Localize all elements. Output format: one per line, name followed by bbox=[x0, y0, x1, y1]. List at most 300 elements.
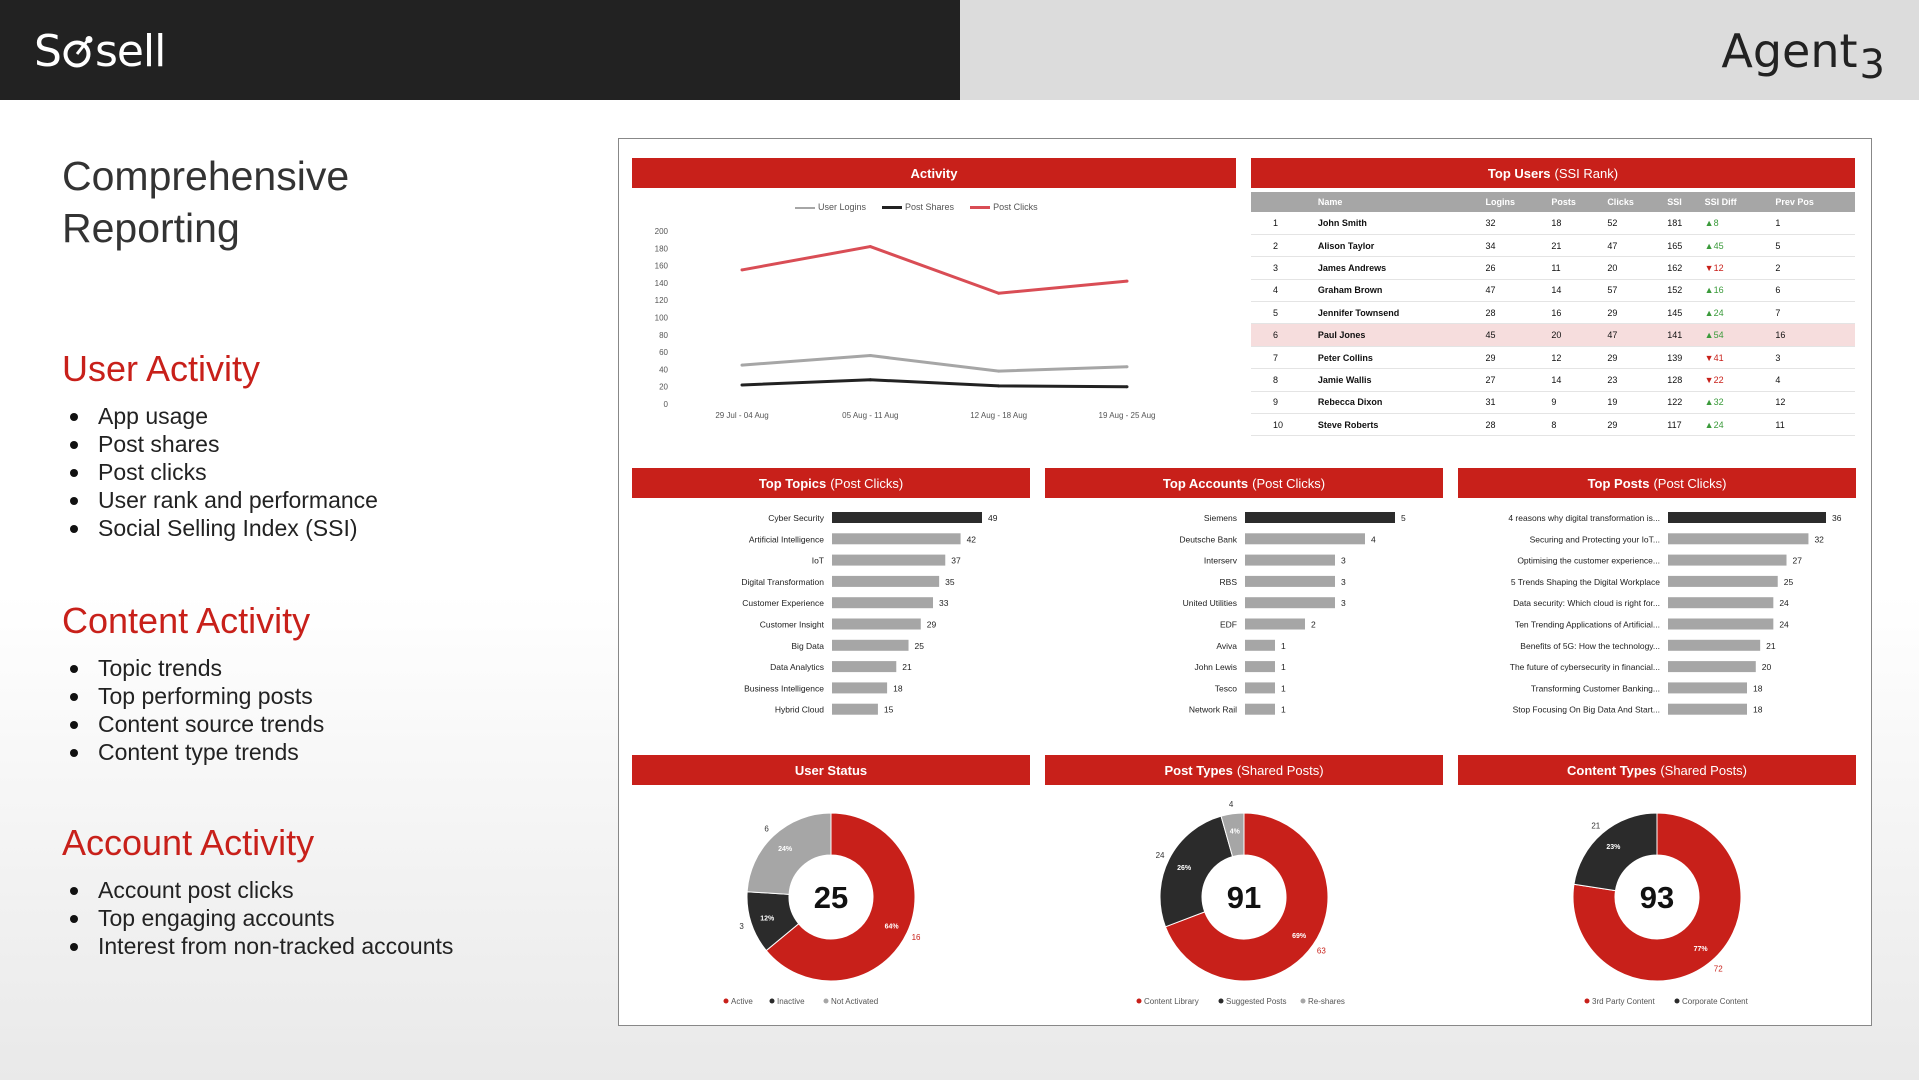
slice-percent-label: 24% bbox=[778, 846, 793, 854]
table-cell: 47 bbox=[1603, 324, 1663, 346]
bar bbox=[1668, 704, 1747, 715]
bar-label: Digital Transformation bbox=[741, 576, 824, 587]
donut-center-label: 91 bbox=[1226, 880, 1262, 915]
top-users-header bbox=[1251, 158, 1855, 188]
legend-marker bbox=[1219, 999, 1224, 1004]
page-title: Comprehensive Reporting bbox=[62, 153, 350, 251]
table-cell: 57 bbox=[1603, 279, 1663, 301]
bullet-list bbox=[62, 654, 324, 766]
table-cell: 162 bbox=[1663, 257, 1700, 279]
section-content-activity bbox=[62, 600, 324, 766]
table-cell: 27 bbox=[1482, 369, 1548, 391]
bar-value-label: 15 bbox=[883, 704, 894, 715]
section-heading: User Activity bbox=[62, 348, 261, 389]
bar-label: Cyber Security bbox=[768, 513, 824, 523]
table-cell: 117 bbox=[1663, 414, 1700, 436]
table-cell: 21 bbox=[1547, 234, 1603, 256]
table-cell: 152 bbox=[1663, 279, 1700, 301]
header-light-bar bbox=[960, 0, 1919, 100]
table-cell: 16 bbox=[1547, 302, 1603, 324]
table-cell: 3 bbox=[1251, 257, 1314, 279]
list-item: Post shares bbox=[62, 430, 378, 458]
y-tick-label: 0 bbox=[663, 400, 668, 409]
slice-value-label: 21 bbox=[1591, 821, 1601, 831]
table-cell: 145 bbox=[1663, 302, 1700, 324]
table-cell: 5 bbox=[1251, 302, 1314, 324]
table-cell: 139 bbox=[1663, 346, 1700, 368]
y-tick-label: 180 bbox=[654, 244, 668, 254]
panel-title: Top Posts bbox=[1587, 475, 1650, 491]
slice-percent-label: 12% bbox=[760, 915, 775, 923]
table-cell: 23 bbox=[1603, 369, 1663, 391]
bar-value-label: 1 bbox=[1281, 640, 1286, 651]
bar-label: Customer Insight bbox=[759, 619, 824, 630]
table-cell: Jennifer Townsend bbox=[1314, 302, 1482, 324]
bar-label: Siemens bbox=[1203, 513, 1237, 523]
legend-label: User Logins bbox=[818, 202, 867, 212]
legend-marker bbox=[1675, 999, 1680, 1004]
bar-label: Stop Focusing On Big Data And Start... bbox=[1512, 704, 1660, 715]
bar bbox=[832, 512, 982, 523]
bar bbox=[1245, 640, 1275, 651]
list-item: User rank and performance bbox=[62, 486, 378, 514]
table-cell: Paul Jones bbox=[1314, 324, 1482, 346]
bar bbox=[1245, 619, 1305, 630]
legend-label: Corporate Content bbox=[1682, 997, 1748, 1006]
table-cell: 1 bbox=[1251, 212, 1314, 234]
column-header: Posts bbox=[1547, 192, 1603, 212]
activity-legend bbox=[795, 202, 1038, 212]
bar bbox=[1668, 597, 1773, 608]
table-cell: 18 bbox=[1547, 212, 1603, 234]
panel-subtitle: (Shared Posts) bbox=[1660, 762, 1748, 778]
table-cell: 26 bbox=[1482, 257, 1548, 279]
table-row bbox=[1251, 346, 1855, 368]
bar-value-label: 24 bbox=[1779, 598, 1789, 609]
list-item: Top performing posts bbox=[62, 682, 324, 710]
panel-title: Post Types bbox=[1164, 762, 1233, 778]
list-item: Top engaging accounts bbox=[62, 904, 453, 932]
table-cell: 19 bbox=[1603, 391, 1663, 413]
column-header bbox=[1251, 192, 1314, 212]
top-topics-header bbox=[632, 468, 1030, 498]
table-cell: 20 bbox=[1547, 324, 1603, 346]
column-header: Logins bbox=[1482, 192, 1548, 212]
activity-line-chart bbox=[632, 219, 1236, 429]
bar bbox=[832, 597, 933, 608]
table-cell: ▲54 bbox=[1701, 324, 1772, 346]
bar bbox=[832, 619, 921, 630]
table-cell: 11 bbox=[1547, 257, 1603, 279]
panel-title: Content Types bbox=[1566, 762, 1657, 778]
bar-label: IoT bbox=[811, 555, 824, 566]
y-tick-label: 120 bbox=[654, 296, 668, 306]
y-tick-label: 40 bbox=[659, 365, 668, 375]
legend-label: Post Clicks bbox=[993, 202, 1038, 212]
table-cell: ▼41 bbox=[1701, 346, 1772, 368]
bar bbox=[1668, 512, 1826, 523]
bar-value-label: 25 bbox=[914, 640, 924, 651]
panel-subtitle: (Post Clicks) bbox=[1252, 475, 1326, 491]
bar bbox=[1668, 533, 1808, 544]
x-tick-label: 05 Aug - 11 Aug bbox=[842, 411, 899, 420]
bar bbox=[832, 555, 945, 566]
y-tick-label: 60 bbox=[659, 348, 668, 358]
legend-marker bbox=[1137, 999, 1142, 1004]
bullet-list bbox=[62, 402, 378, 542]
slice-value-label: 3 bbox=[739, 922, 744, 932]
table-cell: 8 bbox=[1547, 414, 1603, 436]
table-cell: 6 bbox=[1771, 279, 1855, 301]
bar-label: Optimising the customer experience... bbox=[1517, 555, 1660, 566]
bar-label: Securing and Protecting your IoT... bbox=[1529, 534, 1660, 545]
table-cell: ▼22 bbox=[1701, 369, 1772, 391]
table-cell: 52 bbox=[1603, 212, 1663, 234]
bar bbox=[832, 576, 939, 587]
table-cell: Rebecca Dixon bbox=[1314, 391, 1482, 413]
column-header: Clicks bbox=[1603, 192, 1663, 212]
list-item: Social Selling Index (SSI) bbox=[62, 514, 378, 542]
bar-value-label: 3 bbox=[1341, 555, 1346, 566]
data-point bbox=[1126, 385, 1129, 388]
sosell-o-icon bbox=[62, 35, 94, 69]
list-item: App usage bbox=[62, 402, 378, 430]
y-tick-label: 200 bbox=[654, 227, 668, 236]
table-cell: 7 bbox=[1251, 346, 1314, 368]
table-header-row bbox=[1251, 192, 1855, 212]
bar-value-label: 32 bbox=[1814, 534, 1824, 545]
table-row bbox=[1251, 279, 1855, 301]
bar-value-label: 1 bbox=[1281, 683, 1286, 694]
table-cell: ▼12 bbox=[1701, 257, 1772, 279]
bar-value-label: 2 bbox=[1311, 619, 1316, 630]
bar bbox=[1668, 682, 1747, 693]
legend-label: Re-shares bbox=[1308, 997, 1345, 1006]
bar-label: Ten Trending Applications of Artificial... bbox=[1514, 619, 1660, 630]
data-point bbox=[869, 245, 872, 248]
panel-subtitle: (Shared Posts) bbox=[1236, 762, 1324, 778]
logo-agent-suffix: 3 bbox=[1859, 42, 1885, 88]
bar-label: Interserv bbox=[1203, 555, 1237, 566]
table-cell: 31 bbox=[1482, 391, 1548, 413]
slice-value-label: 24 bbox=[1155, 850, 1165, 860]
y-tick-label: 140 bbox=[654, 278, 668, 288]
list-item: Post clicks bbox=[62, 458, 378, 486]
top-posts-header bbox=[1458, 468, 1856, 498]
table-row bbox=[1251, 324, 1855, 346]
table-cell: 34 bbox=[1482, 234, 1548, 256]
table-cell: 8 bbox=[1251, 369, 1314, 391]
table-row bbox=[1251, 257, 1855, 279]
bar-value-label: 3 bbox=[1341, 576, 1346, 587]
legend-marker bbox=[770, 999, 775, 1004]
table-cell: Graham Brown bbox=[1314, 279, 1482, 301]
sosell-logo bbox=[34, 26, 165, 77]
section-account-activity bbox=[62, 822, 453, 960]
slice-value-label: 16 bbox=[911, 933, 921, 943]
bar-value-label: 20 bbox=[1761, 662, 1772, 673]
bar-value-label: 24 bbox=[1779, 619, 1789, 630]
slice-percent-label: 4% bbox=[1229, 828, 1240, 836]
bar bbox=[1245, 533, 1365, 544]
bar-value-label: 27 bbox=[1792, 555, 1802, 566]
table-cell: 9 bbox=[1547, 391, 1603, 413]
panel-subtitle: (Post Clicks) bbox=[830, 475, 904, 491]
bar-label: 4 reasons why digital transformation is... bbox=[1508, 513, 1660, 523]
bar-label: Network Rail bbox=[1188, 704, 1237, 715]
table-cell: John Smith bbox=[1314, 212, 1482, 234]
bar-value-label: 5 bbox=[1401, 513, 1406, 523]
table-cell: ▲24 bbox=[1701, 302, 1772, 324]
bar bbox=[1668, 576, 1778, 587]
table-row bbox=[1251, 414, 1855, 436]
bar bbox=[1245, 555, 1335, 566]
table-cell: ▲8 bbox=[1701, 212, 1772, 234]
top-posts-bar-chart bbox=[1458, 504, 1856, 729]
bar-value-label: 49 bbox=[988, 513, 998, 523]
table-cell: 2 bbox=[1251, 234, 1314, 256]
table-cell: 122 bbox=[1663, 391, 1700, 413]
table-cell: 141 bbox=[1663, 324, 1700, 346]
table-cell: Peter Collins bbox=[1314, 346, 1482, 368]
panel-subtitle: (SSI Rank) bbox=[1554, 165, 1619, 181]
bar bbox=[1668, 661, 1756, 672]
slice-percent-label: 69% bbox=[1292, 933, 1307, 941]
slice-value-label: 6 bbox=[764, 824, 769, 834]
bar-value-label: 42 bbox=[966, 534, 977, 545]
bar-label: Aviva bbox=[1216, 640, 1237, 651]
legend-marker bbox=[1585, 999, 1590, 1004]
data-point bbox=[1126, 280, 1129, 283]
content-types-header bbox=[1458, 755, 1856, 785]
y-tick-label: 20 bbox=[659, 382, 668, 392]
agent3-logo bbox=[1721, 24, 1885, 88]
section-user-activity bbox=[62, 348, 378, 542]
table-cell: 10 bbox=[1251, 414, 1314, 436]
slice-percent-label: 26% bbox=[1177, 864, 1192, 872]
table-cell: 14 bbox=[1547, 369, 1603, 391]
data-point bbox=[1126, 365, 1129, 368]
data-point bbox=[741, 268, 744, 271]
slice-percent-label: 23% bbox=[1606, 844, 1621, 852]
legend-label: Active bbox=[731, 997, 753, 1006]
user-status-donut bbox=[632, 794, 1030, 1014]
y-tick-label: 100 bbox=[654, 313, 668, 323]
bar bbox=[1245, 512, 1395, 523]
table-cell: 9 bbox=[1251, 391, 1314, 413]
bar-label: Tesco bbox=[1214, 683, 1237, 694]
logo-text-pre: S bbox=[34, 26, 61, 77]
bar bbox=[1245, 661, 1275, 672]
bar bbox=[1245, 597, 1335, 608]
section-heading: Content Activity bbox=[62, 600, 311, 641]
table-cell: ▲45 bbox=[1701, 234, 1772, 256]
table-cell: 4 bbox=[1251, 279, 1314, 301]
bar-label: Artificial Intelligence bbox=[748, 534, 824, 545]
list-item: Content source trends bbox=[62, 710, 324, 738]
data-point bbox=[997, 292, 1000, 295]
bar bbox=[1668, 619, 1773, 630]
bar bbox=[1245, 704, 1275, 715]
user-status-header bbox=[632, 755, 1030, 785]
column-header: SSI Diff bbox=[1701, 192, 1772, 212]
table-cell: 7 bbox=[1771, 302, 1855, 324]
data-point bbox=[741, 364, 744, 367]
table-row bbox=[1251, 369, 1855, 391]
panel-title: Activity bbox=[910, 165, 958, 181]
bar-value-label: 33 bbox=[939, 598, 949, 609]
table-cell: 28 bbox=[1482, 414, 1548, 436]
logo-text-post: sell bbox=[94, 26, 166, 77]
bar bbox=[832, 661, 896, 672]
panel-title: Top Topics bbox=[758, 475, 827, 491]
section-heading: Account Activity bbox=[62, 822, 315, 863]
column-header: SSI bbox=[1663, 192, 1700, 212]
table-cell: Alison Taylor bbox=[1314, 234, 1482, 256]
panel-title: Top Accounts bbox=[1162, 475, 1249, 491]
bar-label: Big Data bbox=[791, 640, 824, 651]
legend-label: Inactive bbox=[777, 997, 805, 1006]
table-cell: 5 bbox=[1771, 234, 1855, 256]
bar bbox=[1668, 640, 1760, 651]
slice-percent-label: 64% bbox=[884, 923, 899, 931]
x-tick-label: 29 Jul - 04 Aug bbox=[715, 411, 769, 420]
table-cell: 4 bbox=[1771, 369, 1855, 391]
bar-label: Deutsche Bank bbox=[1179, 534, 1237, 545]
table-row bbox=[1251, 302, 1855, 324]
data-point bbox=[997, 370, 1000, 373]
bar-value-label: 36 bbox=[1832, 513, 1842, 523]
bar-value-label: 29 bbox=[926, 619, 937, 630]
y-tick-label: 80 bbox=[659, 330, 668, 340]
bar bbox=[1245, 576, 1335, 587]
bar-label: RBS bbox=[1219, 576, 1237, 587]
bar-label: Data security: Which cloud is right for... bbox=[1513, 598, 1660, 609]
logo-agent-text: Agent bbox=[1721, 24, 1858, 78]
legend-item bbox=[970, 202, 1038, 212]
bar-value-label: 4 bbox=[1371, 534, 1376, 545]
top-users-table bbox=[1251, 192, 1855, 436]
table-cell: 16 bbox=[1771, 324, 1855, 346]
table-cell: 47 bbox=[1482, 279, 1548, 301]
table-row bbox=[1251, 391, 1855, 413]
table-cell: 28 bbox=[1482, 302, 1548, 324]
bar-value-label: 18 bbox=[1753, 704, 1763, 715]
data-point bbox=[997, 384, 1000, 387]
table-cell: ▲16 bbox=[1701, 279, 1772, 301]
legend-item bbox=[795, 202, 866, 212]
table-cell: Steve Roberts bbox=[1314, 414, 1482, 436]
table-cell: 29 bbox=[1603, 302, 1663, 324]
donut-center-label: 93 bbox=[1639, 880, 1675, 915]
table-cell: ▲32 bbox=[1701, 391, 1772, 413]
series-line bbox=[742, 356, 1127, 372]
x-tick-label: 12 Aug - 18 Aug bbox=[970, 411, 1028, 420]
table-cell: 14 bbox=[1547, 279, 1603, 301]
donut-center-label: 25 bbox=[813, 880, 849, 915]
table-cell: 29 bbox=[1603, 414, 1663, 436]
table-cell: 20 bbox=[1603, 257, 1663, 279]
bar bbox=[1245, 682, 1275, 693]
dashboard-screenshot bbox=[618, 138, 1872, 1026]
table-row bbox=[1251, 212, 1855, 234]
bar-label: Data Analytics bbox=[770, 662, 824, 673]
legend-label: Suggested Posts bbox=[1226, 997, 1287, 1006]
bar-value-label: 18 bbox=[893, 683, 903, 694]
series-line bbox=[742, 380, 1127, 387]
table-cell: 6 bbox=[1251, 324, 1314, 346]
y-tick-label: 160 bbox=[654, 261, 668, 271]
bar bbox=[832, 533, 961, 544]
table-cell: 32 bbox=[1482, 212, 1548, 234]
content-types-donut bbox=[1458, 794, 1856, 1014]
bar-value-label: 21 bbox=[902, 662, 912, 673]
table-cell: 45 bbox=[1482, 324, 1548, 346]
top-accounts-header bbox=[1045, 468, 1443, 498]
bar-value-label: 1 bbox=[1281, 704, 1286, 715]
table-cell: 29 bbox=[1482, 346, 1548, 368]
panel-subtitle: (Post Clicks) bbox=[1653, 475, 1727, 491]
table-cell: 29 bbox=[1603, 346, 1663, 368]
list-item: Account post clicks bbox=[62, 876, 453, 904]
slice-value-label: 4 bbox=[1228, 799, 1234, 809]
table-cell: 47 bbox=[1603, 234, 1663, 256]
legend-label: Content Library bbox=[1144, 997, 1199, 1006]
top-topics-bar-chart bbox=[632, 504, 1030, 729]
slice-value-label: 63 bbox=[1316, 946, 1326, 956]
bar-value-label: 25 bbox=[1783, 576, 1794, 587]
table-cell: 165 bbox=[1663, 234, 1700, 256]
legend-label: Not Activated bbox=[831, 997, 879, 1006]
bar-value-label: 37 bbox=[951, 555, 961, 566]
bar bbox=[832, 640, 909, 651]
activity-header bbox=[632, 158, 1236, 188]
bar-label: Benefits of 5G: How the technology... bbox=[1520, 640, 1660, 651]
column-header: Name bbox=[1314, 192, 1482, 212]
post-types-donut bbox=[1045, 794, 1443, 1014]
table-cell: James Andrews bbox=[1314, 257, 1482, 279]
bar-label: United Utilities bbox=[1182, 598, 1237, 609]
bar-label: Business Intelligence bbox=[744, 683, 824, 694]
legend-label: 3rd Party Content bbox=[1592, 997, 1655, 1006]
table-cell: 2 bbox=[1771, 257, 1855, 279]
slice-value-label: 72 bbox=[1713, 964, 1723, 974]
bar bbox=[1668, 555, 1787, 566]
bar-value-label: 3 bbox=[1341, 598, 1346, 609]
bar-label: The future of cybersecurity in financial... bbox=[1509, 662, 1660, 673]
bar bbox=[832, 682, 887, 693]
list-item: Topic trends bbox=[62, 654, 324, 682]
data-point bbox=[869, 354, 872, 357]
list-item: Content type trends bbox=[62, 738, 324, 766]
slice-percent-label: 77% bbox=[1693, 945, 1708, 953]
bar-value-label: 35 bbox=[945, 576, 955, 587]
legend-marker bbox=[1301, 999, 1306, 1004]
bar-value-label: 1 bbox=[1281, 662, 1286, 673]
bullet-list bbox=[62, 876, 453, 960]
bar bbox=[832, 704, 878, 715]
legend-marker bbox=[724, 999, 729, 1004]
table-cell: 3 bbox=[1771, 346, 1855, 368]
table-cell: 12 bbox=[1547, 346, 1603, 368]
x-tick-label: 19 Aug - 25 Aug bbox=[1098, 411, 1156, 420]
column-header: Prev Pos bbox=[1771, 192, 1855, 212]
panel-title: User Status bbox=[794, 762, 868, 778]
top-accounts-bar-chart bbox=[1045, 504, 1443, 729]
bar-label: Hybrid Cloud bbox=[774, 704, 824, 715]
table-body bbox=[1251, 212, 1855, 436]
data-point bbox=[741, 383, 744, 386]
